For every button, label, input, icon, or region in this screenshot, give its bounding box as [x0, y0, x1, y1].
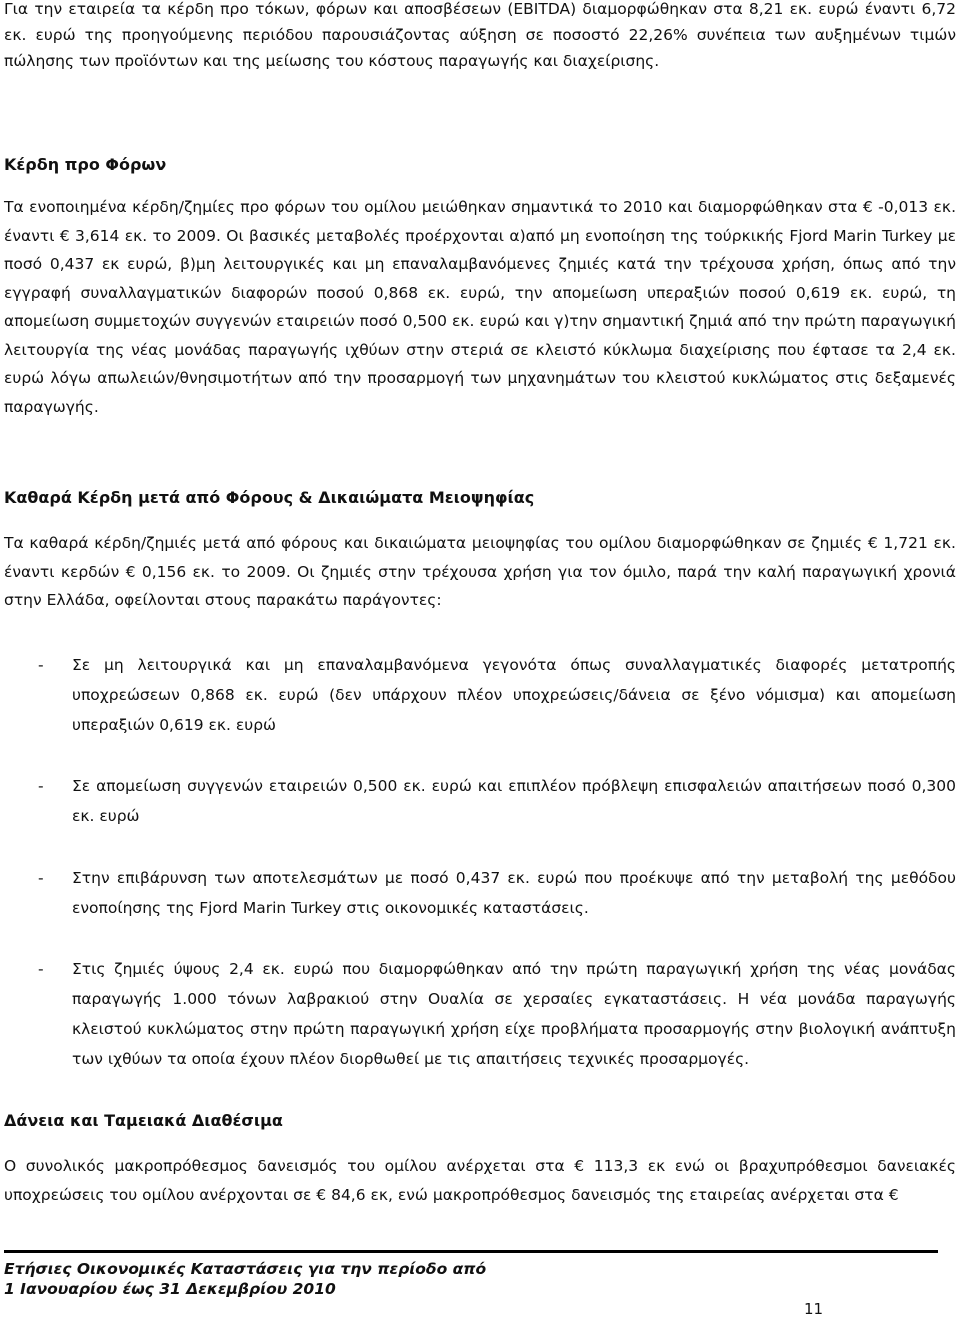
bullet-text: Σε απομείωση συγγενών εταιρειών 0,500 εκ. ευρώ και επιπλέον πρόβλεψη επισφαλειών απαιτήσεων ποσό 0,300 εκ. ευρώ	[72, 777, 956, 825]
footer-title: Ετήσιες Οικονομικές Καταστάσεις για την περίοδο από	[4, 1260, 487, 1278]
bullet-dash: -	[38, 869, 44, 887]
net-profit-heading: Καθαρά Κέρδη μετά από Φόρους & Δικαιώματα Μειοψηφίας	[4, 488, 535, 507]
bullet-dash: -	[38, 656, 44, 674]
page-number: 11	[804, 1300, 824, 1318]
net-profit-paragraph: Τα καθαρά κέρδη/ζημιές μετά από φόρους και δικαιώματα μειοψηφίας του ομίλου διαμορφώθηκαν σε ζημιές € 1,721 εκ. έναντι κερδών € 0,156 εκ. το 2009. Οι ζημιές στην τρέχουσα χρήση για τον όμιλο, παρά την καλή παραγωγική χρονιά στην Ελλάδα, οφείλονται στους παρακάτω παράγοντες:	[4, 534, 956, 609]
pretax-heading: Κέρδη προ Φόρων	[4, 155, 167, 174]
ebitda-paragraph: Για την εταιρεία τα κέρδη προ τόκων, φόρων και αποσβέσεων (EBITDA) διαμορφώθηκαν στα 8,21 εκ. ευρώ έναντι 6,72 εκ. ευρώ της προηγούμενης περιόδου παρουσιάζοντας αύξηση σε ποσοστό 22,26% συνέπεια των αυξημένων τιμών πώλησης των προϊόντων και της μείωσης του κόστους παραγωγής και διαχείρισης.	[4, 0, 956, 70]
bullet-dash: -	[38, 960, 44, 978]
loans-heading: Δάνεια και Ταμειακά Διαθέσιμα	[4, 1111, 283, 1130]
bullet-text: Στην επιβάρυνση των αποτελεσμάτων με ποσό 0,437 εκ. ευρώ που προέκυψε από την μεταβολή της μεθόδου ενοποίησης της Fjord Marin Turkey στις οικονομικές καταστάσεις.	[72, 869, 956, 917]
bullet-text: Στις ζημιές ύψους 2,4 εκ. ευρώ που διαμορφώθηκαν από την πρώτη παραγωγική χρήση της νέας μονάδας παραγωγής 1.000 τόνων λαβρακιού στην Ουαλία σε χερσαίες εγκαταστάσεις. Η νέα μονάδα παραγωγής κλειστού κυκλώματος στην πρώτη παραγωγική χρήση είχε προβλήματα προσαρμογής στην βιολογική ανάπτυξη των ιχθύων τα οποία έχουν πλέον διορθωθεί με τις απαιτήσεις τεχνικές προσαρμογές.	[72, 960, 956, 1068]
bullet-dash: -	[38, 777, 44, 795]
footer-divider	[4, 1250, 938, 1253]
bullet-text: Σε μη λειτουργικά και μη επαναλαμβανόμενα γεγονότα όπως συναλλαγματικές διαφορές μετατροπής υποχρεώσεων 0,868 εκ. ευρώ (δεν υπάρχουν πλέον υποχρεώσεις/δάνεια σε ξένο νόμισμα) και απομείωση υπεραξιών 0,619 εκ. ευρώ	[72, 656, 956, 734]
loans-paragraph: Ο συνολικός μακροπρόθεσμος δανεισμός του ομίλου ανέρχεται στα € 113,3 εκ ενώ οι βραχυπρόθεσμοι δανειακές υποχρεώσεις του ομίλου ανέρχονται σε € 84,6 εκ, ενώ μακροπρόθεσμος δανεισμός της εταιρείας ανέρχεται στα €	[4, 1157, 956, 1204]
pretax-paragraph: Τα ενοποιημένα κέρδη/ζημίες προ φόρων του ομίλου μειώθηκαν σημαντικά το 2010 και διαμορφώθηκαν στα € -0,013 εκ. έναντι € 3,614 εκ. το 2009. Οι βασικές μεταβολές προέρχονται α)από μη ενοποίηση της τούρκικής Fjord Marin Turkey με ποσό 0,437 εκ ευρώ, β)μη λειτουργικές και μη επαναλαμβανόμενες ζημιές κατά την τρέχουσα χρήση, όπως από την εγγραφή συναλλαγματικών διαφορών ποσού 0,868 εκ. ευρώ, την απομείωση υπεραξιών ποσού 0,619 εκ. ευρώ, τη απομείωση συμμετοχών συγγενών εταιρειών ποσό 0,500 εκ. ευρώ και γ)την σημαντική ζημιά από την πρώτη παραγωγική λειτουργία της νέας μονάδας παραγωγής ιχθύων στην στεριά σε κλειστό κύκλωμα διαχείρισης που έφτασε τα 2,4 εκ. ευρώ λόγω απωλειών/θνησιμοτήτων από την προσαρμογή των μηχανημάτων του κλειστού κυκλώματος στις δεξαμενές παραγωγής.	[4, 198, 956, 416]
footer-period: 1 Ιανουαρίου έως 31 Δεκεμβρίου 2010	[4, 1280, 336, 1298]
